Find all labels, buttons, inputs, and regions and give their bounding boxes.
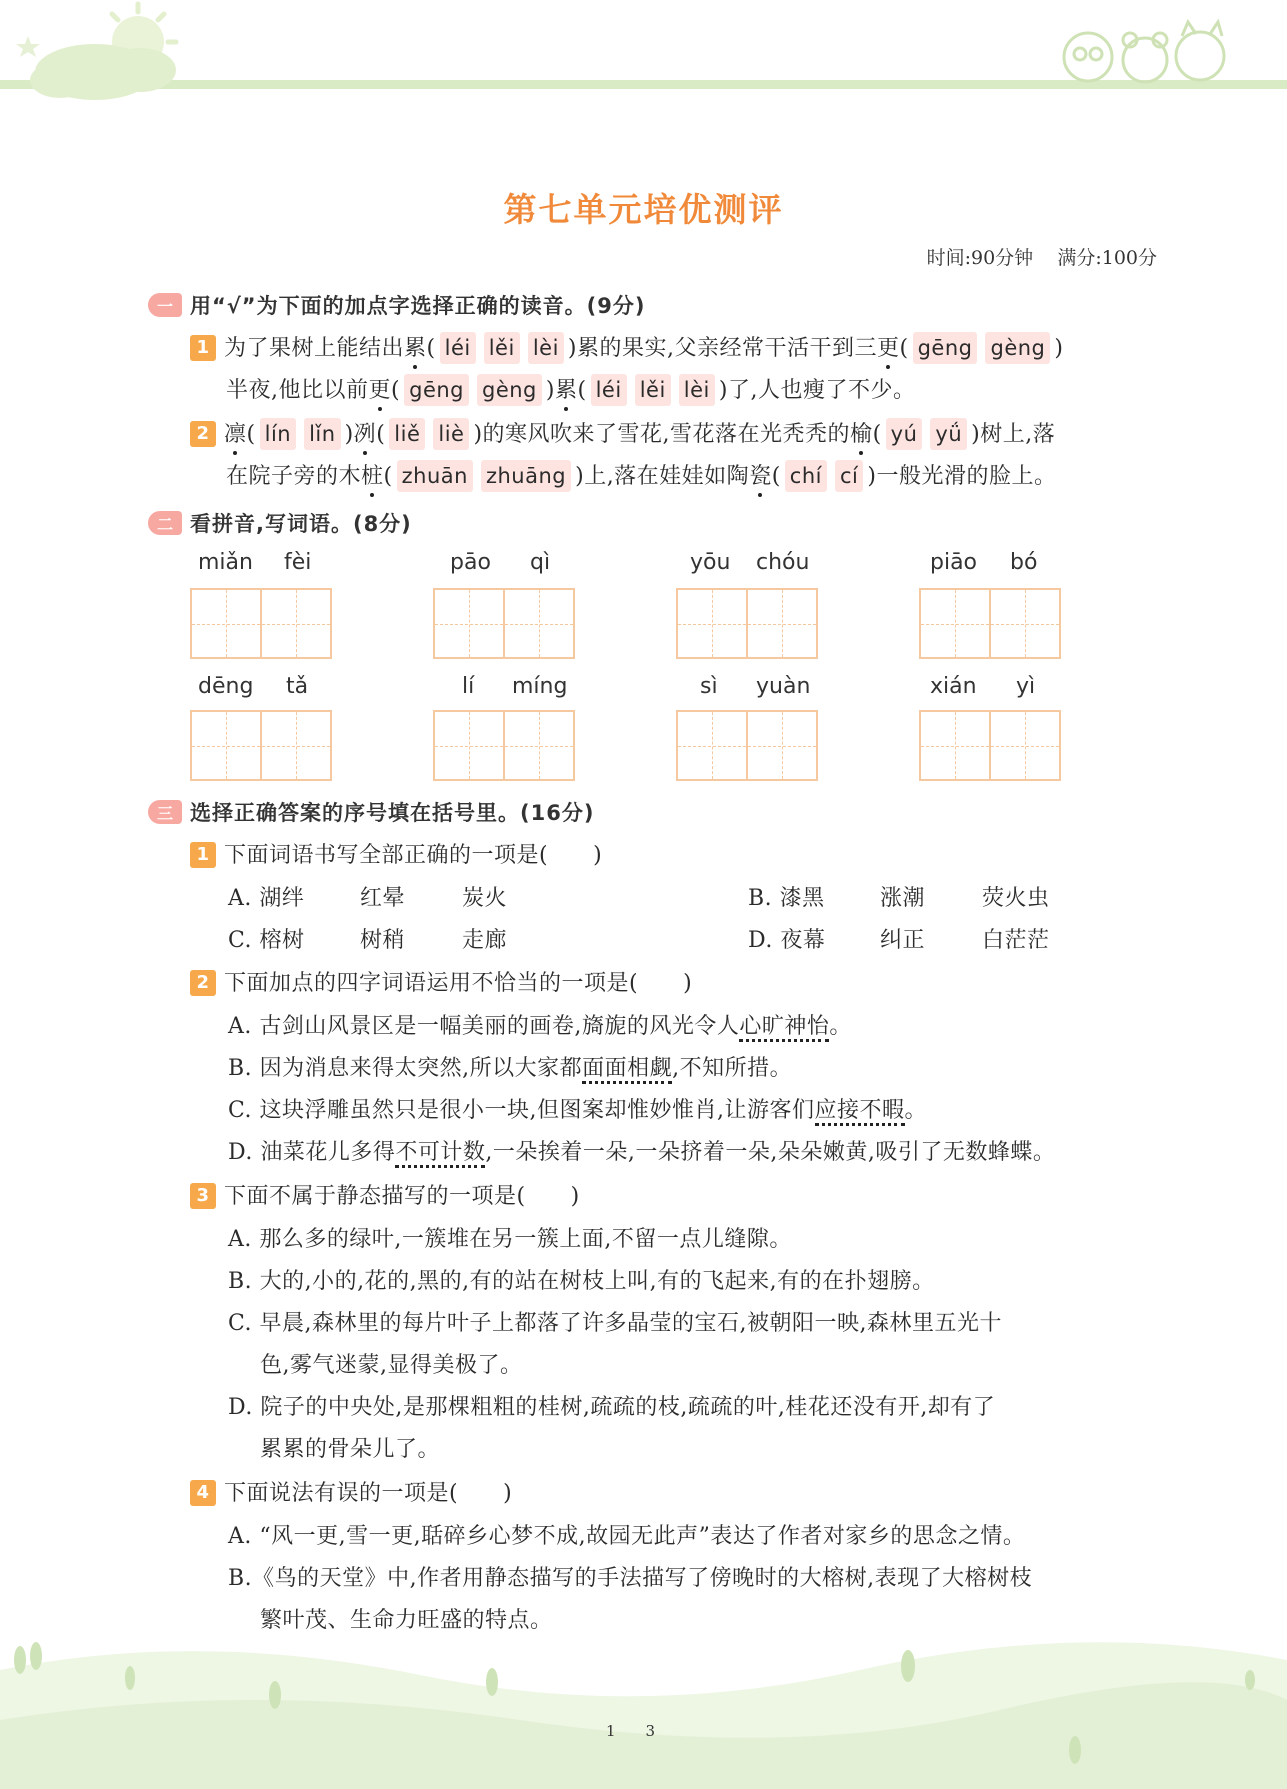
pinyin-option[interactable]: léi: [440, 332, 476, 364]
option-b[interactable]: B.《鸟的天堂》中,作者用静态描写的手法描写了傍晚时的大榕树,表现了大榕树枝: [228, 1566, 1033, 1591]
pinyin-option[interactable]: gèng: [985, 332, 1050, 364]
text: (: [246, 422, 256, 447]
pinyin-option[interactable]: yǘ: [930, 418, 967, 450]
option-b[interactable]: B. 因为消息来得太突然,所以大家都面面相觑,不知所措。: [228, 1053, 792, 1085]
text: (: [899, 336, 909, 361]
text: )上,落在娃娃如陶: [575, 464, 750, 489]
dotted-idiom: 不可计数: [395, 1140, 485, 1168]
option-a[interactable]: A. 那么多的绿叶,一簇堆在另一簇上面,不留一点儿缝隙。: [228, 1227, 792, 1252]
text: )的寒风吹来了雪花,雪花落在光秃秃的: [473, 422, 851, 447]
writing-grid[interactable]: [433, 588, 575, 659]
time-score-info: 时间:90分钟 满分:100分: [926, 247, 1157, 269]
section-1-header: [148, 290, 645, 320]
pinyin-option[interactable]: liè: [433, 418, 469, 450]
text: )一般光滑的脸上。: [867, 464, 1057, 489]
question-number: 2: [190, 970, 216, 996]
text: (: [872, 422, 882, 447]
option-c[interactable]: C. 早晨,森林里的每片叶子上都落了许多晶莹的宝石,被朝阳一映,森林里五光十: [228, 1311, 1003, 1336]
option-c[interactable]: C. 榕树: [228, 928, 305, 953]
dotted-char: 桩: [361, 464, 384, 489]
question-stem: 下面说法有误的一项是( ): [224, 1481, 513, 1506]
writing-grid[interactable]: [676, 588, 818, 659]
option-a[interactable]: A. “风一更,雪一更,聒碎乡心梦不成,故园无此声”表达了作者对家乡的思念之情。: [228, 1524, 1026, 1549]
pinyin-option[interactable]: lèi: [679, 374, 715, 406]
section-title: 选择正确答案的序号填在括号里。(16分): [190, 801, 595, 825]
option-d[interactable]: D. 院子的中央处,是那棵粗粗的桂树,疏疏的枝,疏疏的叶,桂花还没有开,却有了: [228, 1395, 996, 1420]
option-b[interactable]: B. 大的,小的,花的,黑的,有的站在树枝上叫,有的飞起来,有的在扑翅膀。: [228, 1269, 935, 1294]
pinyin-option[interactable]: lèi: [528, 332, 564, 364]
pinyin-option[interactable]: cí: [835, 460, 863, 492]
section-title: 用“√”为下面的加点字选择正确的读音。(9分): [190, 294, 646, 318]
pinyin-option[interactable]: zhuān: [397, 460, 473, 492]
s1-q1-line1: [190, 332, 1063, 365]
writing-grid[interactable]: [433, 710, 575, 781]
text: 半夜,他比以前: [226, 378, 369, 403]
question-stem: 下面加点的四字词语运用不恰当的一项是( ): [224, 971, 693, 996]
option-d[interactable]: D. 油菜花儿多得不可计数,一朵挨着一朵,一朵挤着一朵,朵朵嫩黄,吸引了无数蜂蝶。: [228, 1137, 1055, 1169]
dotted-char: 更: [368, 378, 392, 403]
s1-q2-line1: [190, 418, 1055, 451]
pinyin-option[interactable]: lěi: [635, 374, 671, 406]
option-c-word: 树稍: [360, 928, 406, 953]
writing-grid[interactable]: [190, 588, 332, 659]
pinyin-option[interactable]: yú: [886, 418, 923, 450]
writing-grid[interactable]: [919, 710, 1061, 781]
option-b-cont: 繁叶茂、生命力旺盛的特点。: [260, 1608, 553, 1633]
writing-grid[interactable]: [190, 710, 332, 781]
option-a-word: 炭火: [462, 886, 508, 911]
pinyin-option[interactable]: lěi: [484, 332, 520, 364]
option-b[interactable]: B. 漆黑: [748, 886, 825, 911]
animal-faces-decoration: [1050, 12, 1250, 90]
dotted-char: 累: [404, 336, 427, 361]
question-number: 1: [190, 842, 216, 868]
text: (: [376, 422, 386, 447]
question-stem: 下面词语书写全部正确的一项是( ): [224, 843, 603, 868]
text: )累的果实,父亲经常干活干到三: [567, 336, 877, 361]
question-stem: 下面不属于静态描写的一项是( ): [224, 1184, 580, 1209]
dotted-char: 冽: [353, 422, 377, 447]
dotted-char: 累: [554, 378, 578, 403]
pinyin-option[interactable]: chí: [785, 460, 827, 492]
text: (: [577, 378, 587, 403]
s3-q3-stem: [190, 1181, 580, 1213]
dotted-char: 榆: [850, 422, 873, 447]
s3-q2-stem: [190, 968, 692, 1000]
page-title: 第七单元培优测评: [503, 190, 784, 229]
section-badge: 二: [148, 511, 182, 535]
text: (: [383, 464, 393, 489]
s3-q1-stem: [190, 840, 602, 872]
pinyin-option[interactable]: lǐn: [304, 418, 340, 450]
section-badge: 一: [148, 293, 182, 317]
dotted-char: 凛: [224, 422, 247, 447]
hills-footer-decoration: [0, 1600, 1287, 1789]
pinyin-option[interactable]: liě: [389, 418, 425, 450]
text: (: [771, 464, 781, 489]
section-title: 看拼音,写词语。(8分): [190, 512, 412, 536]
text: (: [426, 336, 436, 361]
option-c-word: 走廊: [462, 928, 508, 953]
option-a[interactable]: A. 湖绊: [228, 886, 305, 911]
option-d-word: 纠正: [880, 928, 926, 953]
s1-q2-line2: [226, 460, 1056, 493]
pinyin-option[interactable]: gēng: [404, 374, 469, 406]
question-number: 1: [190, 335, 216, 361]
option-c[interactable]: C. 这块浮雕虽然只是很小一块,但图案却惟妙惟肖,让游客们应接不暇。: [228, 1095, 927, 1127]
text: )了,人也瘦了不少。: [718, 378, 916, 403]
cloud-sun-decoration: [0, 0, 210, 110]
text: 在院子旁的木: [226, 464, 362, 489]
section-3-header: [148, 797, 594, 827]
option-d-word: 白茫茫: [982, 928, 1050, 953]
dotted-idiom: 心旷神怡: [739, 1014, 829, 1042]
page-number: 1 3: [606, 1722, 656, 1740]
text: (: [391, 378, 401, 403]
text: )树上,落: [971, 422, 1056, 447]
text: ): [545, 378, 555, 403]
writing-grid[interactable]: [919, 588, 1061, 659]
text: 为了果树上能结出: [224, 336, 405, 361]
question-number: 4: [190, 1480, 216, 1506]
dotted-char: 瓷: [749, 464, 772, 489]
dotted-idiom: 应接不暇: [815, 1098, 905, 1126]
dotted-idiom: 面面相觑: [582, 1056, 672, 1084]
pinyin-option[interactable]: gèng: [477, 374, 542, 406]
option-a-word: 红晕: [360, 886, 406, 911]
question-number: 2: [190, 421, 216, 447]
dotted-char: 更: [876, 336, 900, 361]
s3-q4-stem: [190, 1478, 512, 1510]
option-b-word: 荧火虫: [982, 886, 1050, 911]
option-c-cont: 色,雾气迷蒙,显得美极了。: [260, 1353, 523, 1378]
option-b-word: 涨潮: [880, 886, 926, 911]
option-d[interactable]: D. 夜幕: [748, 928, 826, 953]
text: ): [344, 422, 354, 447]
writing-grid[interactable]: [676, 710, 818, 781]
pinyin-option[interactable]: léi: [591, 374, 627, 406]
text: ): [1054, 336, 1064, 361]
s1-q1-line2: [226, 374, 915, 407]
pinyin-option[interactable]: lín: [260, 418, 296, 450]
section-2-header: [148, 508, 412, 538]
option-a[interactable]: A. 古剑山风景区是一幅美丽的画卷,旖旎的风光令人心旷神怡。: [228, 1011, 852, 1043]
pinyin-option[interactable]: zhuāng: [481, 460, 571, 492]
section-badge: 三: [148, 800, 182, 824]
pinyin-option[interactable]: gēng: [913, 332, 978, 364]
question-number: 3: [190, 1183, 216, 1209]
option-d-cont: 累累的骨朵儿了。: [260, 1437, 441, 1462]
